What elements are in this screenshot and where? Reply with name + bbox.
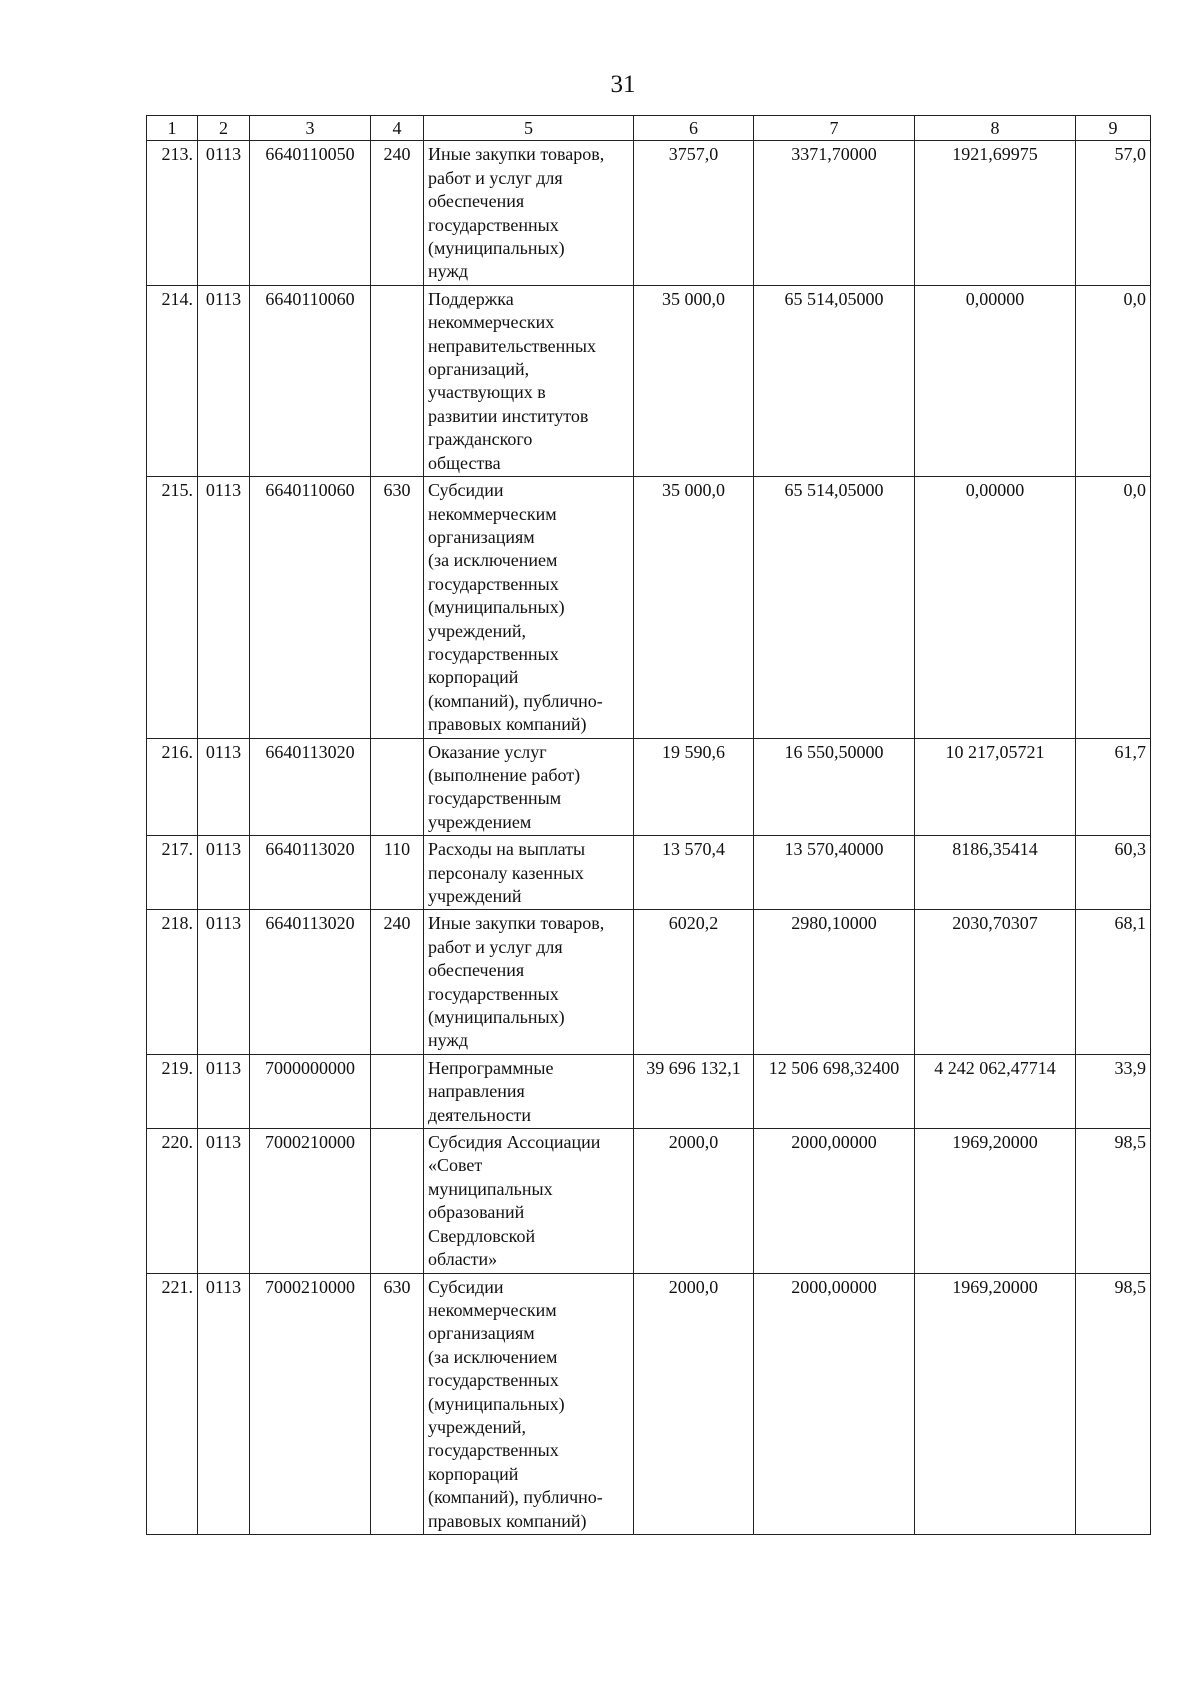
- execution-percent: 68,1: [1076, 910, 1151, 1054]
- executed-amount: 0,00000: [915, 477, 1076, 738]
- approved-amount: 3757,0: [634, 141, 754, 285]
- refined-amount: 16 550,50000: [754, 738, 915, 836]
- item-name: Оказание услуг (выполнение работ) государственным учреждением: [424, 738, 634, 836]
- refined-amount: 2980,10000: [754, 910, 915, 1054]
- expense-type-code: [371, 1129, 424, 1273]
- expense-type-code: [371, 738, 424, 836]
- row-number: 217.: [147, 836, 198, 910]
- table-row: [147, 477, 1151, 738]
- execution-percent: 60,3: [1076, 836, 1151, 910]
- approved-amount: 35 000,0: [634, 285, 754, 476]
- item-name: Иные закупки товаров, работ и услуг для обеспечения государственных (муниципальных) нужд: [424, 141, 634, 285]
- target-article-code: 6640110060: [250, 285, 371, 476]
- refined-amount: 3371,70000: [754, 141, 915, 285]
- expense-type-code: 110: [371, 836, 424, 910]
- approved-amount: 2000,0: [634, 1129, 754, 1273]
- executed-amount: 10 217,05721: [915, 738, 1076, 836]
- refined-amount: 2000,00000: [754, 1273, 915, 1534]
- execution-percent: 98,5: [1076, 1129, 1151, 1273]
- expense-type-code: 630: [371, 1273, 424, 1534]
- column-header: 8: [915, 116, 1076, 141]
- row-number: 218.: [147, 910, 198, 1054]
- approved-amount: 39 696 132,1: [634, 1054, 754, 1128]
- item-name: Иные закупки товаров, работ и услуг для обеспечения государственных (муниципальных) нужд: [424, 910, 634, 1054]
- section-code: 0113: [198, 738, 250, 836]
- table-row: [147, 1273, 1151, 1534]
- execution-percent: 33,9: [1076, 1054, 1151, 1128]
- execution-percent: 0,0: [1076, 477, 1151, 738]
- section-code: 0113: [198, 141, 250, 285]
- column-header: 2: [198, 116, 250, 141]
- item-name: Субсидия Ассоциации «Совет муниципальных образований Свердловской области»: [424, 1129, 634, 1273]
- section-code: 0113: [198, 285, 250, 476]
- executed-amount: 1969,20000: [915, 1129, 1076, 1273]
- execution-percent: 0,0: [1076, 285, 1151, 476]
- target-article-code: 6640113020: [250, 910, 371, 1054]
- row-number: 221.: [147, 1273, 198, 1534]
- item-name: Субсидии некоммерческим организациям (за исключением государственных (муниципальных) учреждений, государственных корпораций (компаний), публично- правовых компаний): [424, 1273, 634, 1534]
- budget-table: [146, 115, 1151, 1535]
- expense-type-code: 240: [371, 910, 424, 1054]
- executed-amount: 4 242 062,47714: [915, 1054, 1076, 1128]
- table-row: [147, 910, 1151, 1054]
- target-article-code: 6640113020: [250, 738, 371, 836]
- execution-percent: 57,0: [1076, 141, 1151, 285]
- target-article-code: 6640110060: [250, 477, 371, 738]
- item-name: Непрограммные направления деятельности: [424, 1054, 634, 1128]
- refined-amount: 12 506 698,32400: [754, 1054, 915, 1128]
- row-number: 220.: [147, 1129, 198, 1273]
- table-row: [147, 836, 1151, 910]
- target-article-code: 7000210000: [250, 1129, 371, 1273]
- approved-amount: 19 590,6: [634, 738, 754, 836]
- target-article-code: 7000210000: [250, 1273, 371, 1534]
- approved-amount: 35 000,0: [634, 477, 754, 738]
- section-code: 0113: [198, 1129, 250, 1273]
- approved-amount: 13 570,4: [634, 836, 754, 910]
- row-number: 219.: [147, 1054, 198, 1128]
- refined-amount: 65 514,05000: [754, 285, 915, 476]
- approved-amount: 6020,2: [634, 910, 754, 1054]
- expense-type-code: [371, 1054, 424, 1128]
- refined-amount: 65 514,05000: [754, 477, 915, 738]
- table-row: [147, 285, 1151, 476]
- target-article-code: 7000000000: [250, 1054, 371, 1128]
- expense-type-code: 630: [371, 477, 424, 738]
- executed-amount: 8186,35414: [915, 836, 1076, 910]
- item-name: Субсидии некоммерческим организациям (за исключением государственных (муниципальных) учреждений, государственных корпораций (компаний), публично- правовых компаний): [424, 477, 634, 738]
- section-code: 0113: [198, 1054, 250, 1128]
- section-code: 0113: [198, 477, 250, 738]
- table-row: [147, 1054, 1151, 1128]
- table-row: [147, 738, 1151, 836]
- refined-amount: 2000,00000: [754, 1129, 915, 1273]
- column-header: 7: [754, 116, 915, 141]
- executed-amount: 1921,69975: [915, 141, 1076, 285]
- executed-amount: 2030,70307: [915, 910, 1076, 1054]
- row-number: 214.: [147, 285, 198, 476]
- table-row: [147, 1129, 1151, 1273]
- refined-amount: 13 570,40000: [754, 836, 915, 910]
- row-number: 213.: [147, 141, 198, 285]
- column-header: 3: [250, 116, 371, 141]
- approved-amount: 2000,0: [634, 1273, 754, 1534]
- executed-amount: 1969,20000: [915, 1273, 1076, 1534]
- item-name: Расходы на выплаты персоналу казенных учреждений: [424, 836, 634, 910]
- section-code: 0113: [198, 910, 250, 1054]
- table-row: [147, 141, 1151, 285]
- column-header: 1: [147, 116, 198, 141]
- row-number: 216.: [147, 738, 198, 836]
- execution-percent: 98,5: [1076, 1273, 1151, 1534]
- header-row: [147, 116, 1151, 141]
- executed-amount: 0,00000: [915, 285, 1076, 476]
- target-article-code: 6640110050: [250, 141, 371, 285]
- column-header: 5: [424, 116, 634, 141]
- column-header: 6: [634, 116, 754, 141]
- expense-type-code: [371, 285, 424, 476]
- column-header: 4: [371, 116, 424, 141]
- section-code: 0113: [198, 836, 250, 910]
- execution-percent: 61,7: [1076, 738, 1151, 836]
- item-name: Поддержка некоммерческих неправительственных организаций, участвующих в развитии институтов гражданского общества: [424, 285, 634, 476]
- column-header: 9: [1076, 116, 1151, 141]
- section-code: 0113: [198, 1273, 250, 1534]
- target-article-code: 6640113020: [250, 836, 371, 910]
- expense-type-code: 240: [371, 141, 424, 285]
- page-number: 31: [610, 71, 636, 98]
- row-number: 215.: [147, 477, 198, 738]
